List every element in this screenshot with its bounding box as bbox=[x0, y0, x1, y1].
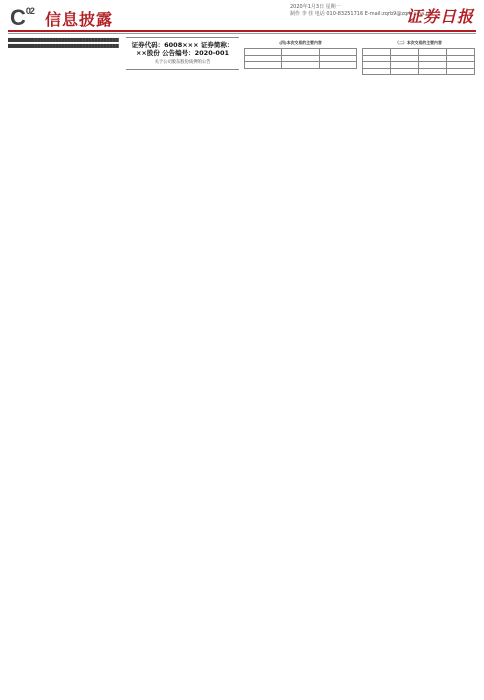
column-2 bbox=[126, 37, 239, 692]
section-title: 信息披露 bbox=[45, 10, 114, 29]
data-table bbox=[362, 48, 475, 75]
announcement-header bbox=[126, 37, 239, 70]
header-rule bbox=[8, 30, 476, 32]
column-1 bbox=[8, 37, 121, 692]
newspaper-logo: 证券日报 bbox=[405, 7, 474, 26]
header-rule-thin bbox=[8, 33, 476, 34]
column-3 bbox=[244, 37, 357, 692]
masthead bbox=[0, 0, 484, 30]
announcement-title: 证券代码：6008××× 证券简称：××股份 公告编号：2020-001 bbox=[131, 41, 234, 57]
table-caption: (四)本次交易的主要内容 bbox=[279, 40, 322, 45]
column-4 bbox=[362, 37, 475, 692]
table-caption: （二）本次交易的主要内容 bbox=[395, 40, 442, 45]
page-number: $C^{02}$ bbox=[10, 5, 34, 30]
announcement-subtitle: 关于公司股东股份质押的公告 bbox=[154, 60, 211, 65]
editor-contact: 制作 李 佳 电话 010-83251716 E-mail:zqrb9@zqrb.sina.net bbox=[290, 11, 434, 17]
data-table bbox=[244, 48, 357, 69]
text-line-block: ▇▇▇▇▇▇▇▇▇▇▇▇▇▇▇▇▇▇▇▇▇▇▇▇▇▇▇▇▇▇▇▇▇▇▇▇▇▇▇▇▇▇▇▇▇▇▇▇▇▇▇▇▇▇▇▇▇▇▇▇▇▇▇▇▇▇▇▇▇▇▇▇▇▇ bbox=[8, 37, 119, 48]
publish-date: 2020年1月3日 星期一 bbox=[290, 4, 341, 10]
